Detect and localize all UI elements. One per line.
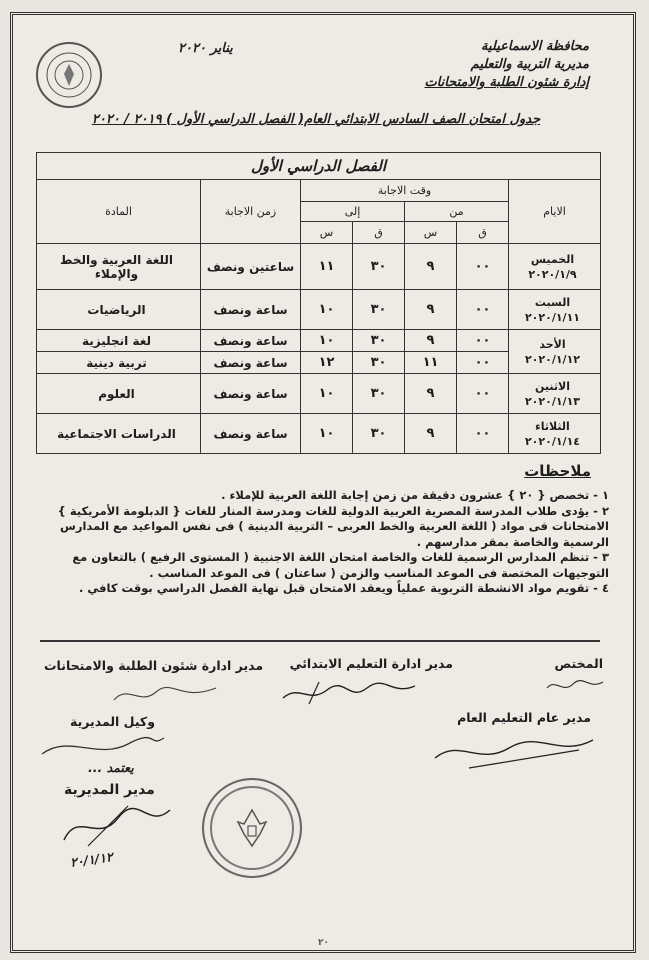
col-to-header: إلى (301, 202, 405, 222)
from-minutes: ٠٠ (457, 414, 509, 454)
from-minutes: ٠٠ (457, 330, 509, 352)
note-item: ٣ - تنظم المدارس الرسمية للغات والخاصة امتحان اللغة الاجنبية ( المستوى الرفيع ) بالتعاون مع التوجيهات المختصة فى الموعد المناسب والزمن ( ساعتان ) فى الموعد المناسب . (72, 550, 609, 580)
from-minutes: ٠٠ (457, 290, 509, 330)
to-hours: ١٢ (301, 352, 353, 374)
signature-date: ٢٠/١/١٢ (69, 849, 114, 870)
department-name: إدارة شئون الطلبة والامتحانات (424, 75, 589, 90)
directorate-head-label: مدير المديرية (64, 782, 155, 798)
day-name: السبت (534, 295, 571, 309)
day-name: الخميس (530, 252, 575, 266)
day-cell (509, 330, 601, 374)
day-date: ٢٠٢٠/١/٩ (528, 267, 577, 281)
from-hours: ٩ (405, 374, 457, 414)
semester-header: الفصل الدراسي الأول (37, 153, 601, 180)
exams-director-label: مدير ادارة شئون الطلبة والامتحانات (44, 658, 264, 673)
day-name: الأحد (539, 337, 566, 351)
general-director-label: مدير عام التعليم العام (457, 710, 591, 725)
from-hours: ٩ (405, 330, 457, 352)
from-minutes: ٠٠ (457, 374, 509, 414)
specialist-signature (545, 676, 605, 696)
table-row (37, 414, 601, 454)
header-block (349, 38, 589, 92)
notes-title: ملاحظات (524, 462, 591, 480)
to-hours: ١٠ (301, 414, 353, 454)
day-cell (509, 374, 601, 414)
to-hours: ١٠ (301, 290, 353, 330)
notes-divider (40, 640, 600, 642)
exam-schedule-table (36, 152, 601, 454)
to-hours: ١٠ (301, 330, 353, 352)
primary-director-signature (279, 676, 419, 710)
deputy-label: وكيل المديرية (70, 714, 155, 729)
to-minutes: ٣٠ (353, 352, 405, 374)
duration: ساعة ونصف (201, 414, 301, 454)
to-minutes: ٣٠ (353, 290, 405, 330)
from-hours: ٩ (405, 244, 457, 290)
ministry-logo (36, 42, 102, 108)
col-duration-header: زمن الاجابة (201, 180, 301, 244)
day-cell (509, 244, 601, 290)
subject: العلوم (37, 374, 201, 414)
duration: ساعة ونصف (201, 374, 301, 414)
from-minutes: ٠٠ (457, 244, 509, 290)
to-hours: ١٠ (301, 374, 353, 414)
approved-label: يعتمد ... (88, 760, 134, 775)
from-hours: ٩ (405, 414, 457, 454)
duration: ساعتين ونصف (201, 244, 301, 290)
day-cell (509, 290, 601, 330)
to-hours: ١١ (301, 244, 353, 290)
col-from-hours: س (405, 222, 457, 244)
directorate-name: مديرية التربية والتعليم (470, 57, 589, 72)
table-row (37, 330, 601, 352)
day-date: ٢٠٢٠/١/١٣ (524, 394, 581, 408)
col-from-header: من (405, 202, 509, 222)
day-date: ٢٠٢٠/١/١١ (524, 310, 581, 324)
from-minutes: ٠٠ (457, 352, 509, 374)
exams-director-signature (110, 680, 220, 710)
col-to-minutes: ق (353, 222, 405, 244)
from-hours: ٩ (405, 290, 457, 330)
col-subject-header: المادة (37, 180, 201, 244)
page-mark: ٢٠ (318, 938, 329, 948)
note-item: ٤ - تقويم مواد الانشطة التربوية عملياً ويعقد الامتحان قبل نهاية الفصل الدراسي بوقت كافي . (78, 581, 609, 595)
col-from-minutes: ق (457, 222, 509, 244)
day-name: الثلاثاء (535, 419, 570, 433)
duration: ساعة ونصف (201, 352, 301, 374)
duration: ساعة ونصف (201, 290, 301, 330)
note-item: ٢ - يؤدى طلاب المدرسة المصرية العربية الدولية للغات ومدرسة المنار للغات { الدبلومة الأمريكية } الامتحانات فى مواد ( اللغة العربية والخط العربى – التربية الدينية ) فى نفس المواعيد مع المدارس الرسمية والخاصة بمقر مدارسهم . (57, 503, 609, 549)
to-minutes: ٣٠ (353, 414, 405, 454)
eagle-emblem-icon (44, 50, 94, 100)
to-minutes: ٣٠ (353, 374, 405, 414)
official-stamp (202, 778, 302, 878)
general-director-signature (429, 728, 599, 774)
subject: اللغة العربية والخط والإملاء (37, 244, 201, 290)
to-minutes: ٣٠ (353, 244, 405, 290)
day-date: ٢٠٢٠/١/١٤ (524, 434, 581, 448)
table-row (37, 290, 601, 330)
specialist-label: المختص (554, 656, 603, 671)
subject: الدراسات الاجتماعية (37, 414, 201, 454)
notes-list (49, 488, 609, 597)
table-row (37, 244, 601, 290)
deputy-signature (38, 730, 168, 764)
day-date: ٢٠٢٠/١/١٢ (524, 352, 581, 366)
page-title: جدول امتحان الصف السادس الابتدائي العام( الفصل الدراسي الأول ) ٢٠١٩ / ٢٠٢٠ (91, 112, 541, 127)
to-minutes: ٣٠ (353, 330, 405, 352)
eagle-stamp-icon (230, 806, 274, 850)
subject: لغة انجليزية (37, 330, 201, 352)
col-days-header: الايام (509, 180, 601, 244)
subject: الرياضيات (37, 290, 201, 330)
day-name: الاثنين (535, 379, 570, 393)
col-to-hours: س (301, 222, 353, 244)
issue-date: يناير ٢٠٢٠ (178, 41, 233, 56)
primary-director-label: مدير ادارة التعليم الابتدائي (289, 656, 453, 671)
governorate-name: محافظة الاسماعيلية (481, 39, 589, 54)
from-hours: ١١ (405, 352, 457, 374)
col-answer-time-header: وقت الاجابة (301, 180, 509, 202)
note-item: ١ - تخصص { ٢٠ } عشرون دقيقة من زمن إجابة اللغة العربية للإملاء . (221, 488, 609, 502)
subject: تربية دينية (37, 352, 201, 374)
table-row (37, 374, 601, 414)
directorate-head-signature (58, 800, 178, 850)
duration: ساعة ونصف (201, 330, 301, 352)
day-cell (509, 414, 601, 454)
